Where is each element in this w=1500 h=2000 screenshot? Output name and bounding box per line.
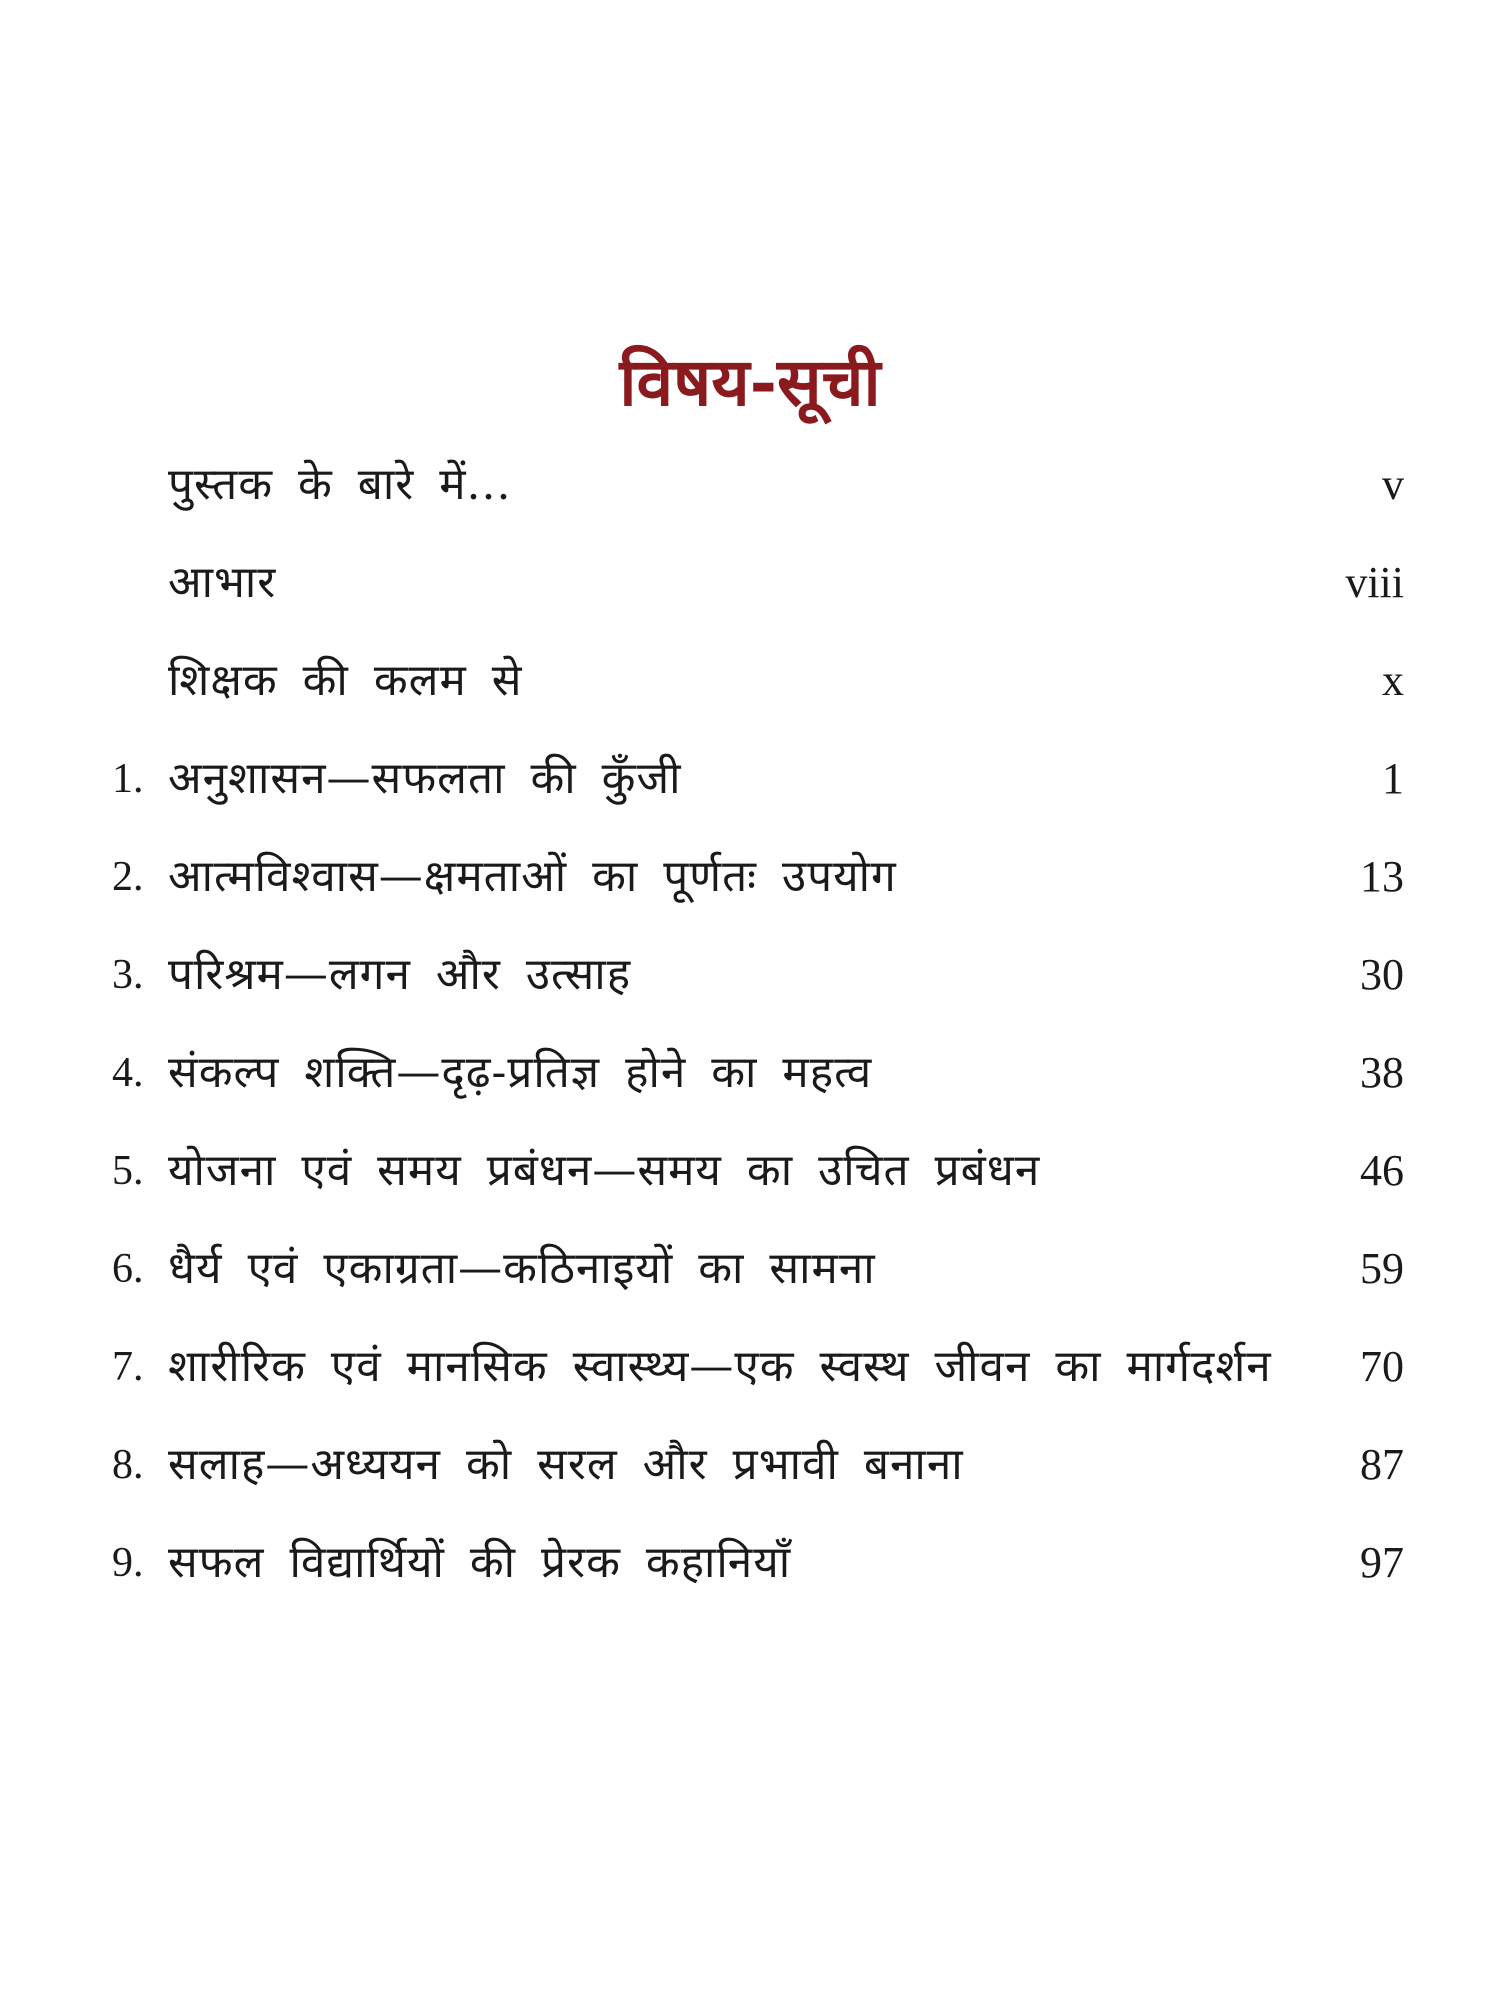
toc-entry-page: v [1382, 460, 1404, 509]
table-of-contents [112, 455, 1404, 1631]
page-title: विषय-सूची [619, 343, 881, 422]
toc-entry-title: शिक्षक की कलम से [168, 655, 523, 706]
toc-entry-title: आभार [168, 557, 277, 608]
toc-entry-title: धैर्य एवं एकाग्रता—कठिनाइयों का सामना [168, 1243, 876, 1294]
toc-entry-chapter-9[interactable] [112, 1533, 1404, 1631]
toc-entry-chapter-3[interactable] [112, 945, 1404, 1043]
toc-entry-number: 9. [112, 1540, 144, 1586]
toc-entry-teacher-note[interactable] [112, 651, 1404, 749]
toc-entry-chapter-1[interactable] [112, 749, 1404, 847]
toc-entry-page: 70 [1360, 1342, 1404, 1391]
toc-entry-page: viii [1345, 558, 1404, 607]
toc-entry-title: सलाह—अध्ययन को सरल और प्रभावी बनाना [168, 1439, 964, 1490]
toc-entry-chapter-2[interactable] [112, 847, 1404, 945]
toc-entry-page: x [1382, 656, 1404, 705]
toc-entry-number: 4. [112, 1050, 144, 1096]
toc-entry-title: परिश्रम—लगन और उत्साह [168, 949, 632, 1000]
toc-entry-title: आत्मविश्वास—क्षमताओं का पूर्णतः उपयोग [168, 851, 897, 902]
toc-entry-chapter-4[interactable] [112, 1043, 1404, 1141]
toc-entry-preface[interactable] [112, 455, 1404, 553]
toc-entry-page: 59 [1360, 1244, 1404, 1293]
toc-entry-title: पुस्तक के बारे में... [168, 459, 512, 510]
toc-entry-chapter-7[interactable] [112, 1337, 1404, 1435]
toc-entry-page: 38 [1360, 1048, 1404, 1097]
toc-entry-chapter-5[interactable] [112, 1141, 1404, 1239]
toc-entry-page: 13 [1360, 852, 1404, 901]
toc-entry-page: 30 [1360, 950, 1404, 999]
toc-entry-page: 46 [1360, 1146, 1404, 1195]
toc-entry-chapter-6[interactable] [112, 1239, 1404, 1337]
toc-entry-number: 7. [112, 1344, 144, 1390]
toc-entry-title: सफल विद्यार्थियों की प्रेरक कहानियाँ [168, 1537, 792, 1588]
toc-entry-number: 5. [112, 1148, 144, 1194]
toc-entry-page: 97 [1360, 1538, 1404, 1587]
toc-entry-page: 1 [1382, 754, 1404, 803]
toc-entry-title: शारीरिक एवं मानसिक स्वास्थ्य—एक स्वस्थ जीवन का मार्गदर्शन [168, 1341, 1272, 1392]
toc-entry-number: 6. [112, 1246, 144, 1292]
toc-entry-title: संकल्प शक्ति—दृढ़-प्रतिज्ञ होने का महत्व [168, 1047, 873, 1098]
toc-entry-title: योजना एवं समय प्रबंधन—समय का उचित प्रबंधन [168, 1145, 1041, 1196]
toc-entry-acknowledgement[interactable] [112, 553, 1404, 651]
toc-entry-page: 87 [1360, 1440, 1404, 1489]
toc-entry-chapter-8[interactable] [112, 1435, 1404, 1533]
toc-entry-number: 3. [112, 952, 144, 998]
toc-entry-number: 1. [112, 756, 144, 802]
toc-entry-number: 2. [112, 854, 144, 900]
toc-entry-number: 8. [112, 1442, 144, 1488]
toc-entry-title: अनुशासन—सफलता की कुँजी [168, 753, 682, 804]
